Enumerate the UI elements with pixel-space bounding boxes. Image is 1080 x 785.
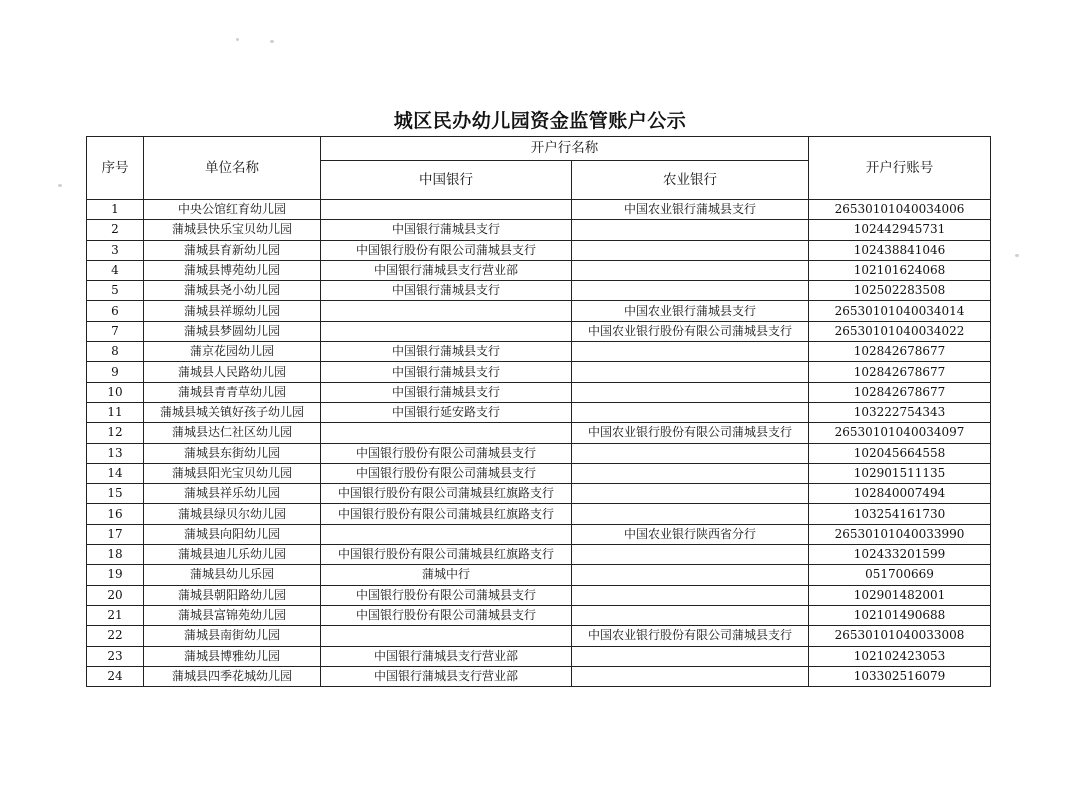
cell-unit-name: 蒲城县幼儿乐园 bbox=[144, 565, 321, 585]
scan-speck bbox=[270, 40, 274, 43]
cell-account-number: 103222754343 bbox=[809, 402, 991, 422]
cell-abc-branch bbox=[572, 605, 809, 625]
cell-account-number: 102438841046 bbox=[809, 240, 991, 260]
table-row bbox=[87, 605, 991, 625]
cell-boc-branch: 中国银行股份有限公司蒲城县支行 bbox=[321, 585, 572, 605]
header-bank-name-group: 开户行名称 bbox=[321, 137, 809, 161]
cell-abc-branch bbox=[572, 382, 809, 402]
cell-seq: 9 bbox=[87, 362, 144, 382]
cell-seq: 6 bbox=[87, 301, 144, 321]
cell-unit-name: 蒲城县绿贝尔幼儿园 bbox=[144, 504, 321, 524]
cell-abc-branch bbox=[572, 646, 809, 666]
table-row bbox=[87, 342, 991, 362]
cell-abc-branch bbox=[572, 220, 809, 240]
table-row bbox=[87, 423, 991, 443]
table-row bbox=[87, 362, 991, 382]
table-row bbox=[87, 524, 991, 544]
table-row bbox=[87, 484, 991, 504]
cell-boc-branch: 中国银行蒲城县支行营业部 bbox=[321, 260, 572, 280]
cell-seq: 18 bbox=[87, 545, 144, 565]
cell-seq: 19 bbox=[87, 565, 144, 585]
cell-boc-branch: 中国银行延安路支行 bbox=[321, 402, 572, 422]
cell-account-number: 26530101040034097 bbox=[809, 423, 991, 443]
table-row bbox=[87, 402, 991, 422]
cell-unit-name: 蒲城县达仁社区幼儿园 bbox=[144, 423, 321, 443]
cell-abc-branch bbox=[572, 260, 809, 280]
page-title: 城区民办幼儿园资金监管账户公示 bbox=[393, 110, 687, 132]
cell-unit-name: 蒲城县快乐宝贝幼儿园 bbox=[144, 220, 321, 240]
header-abc: 农业银行 bbox=[572, 161, 809, 200]
cell-account-number: 102840007494 bbox=[809, 484, 991, 504]
cell-abc-branch bbox=[572, 463, 809, 483]
cell-seq: 16 bbox=[87, 504, 144, 524]
table-row bbox=[87, 504, 991, 524]
cell-account-number: 102433201599 bbox=[809, 545, 991, 565]
cell-unit-name: 蒲城县阳光宝贝幼儿园 bbox=[144, 463, 321, 483]
cell-seq: 24 bbox=[87, 666, 144, 686]
header-boc: 中国银行 bbox=[321, 161, 572, 200]
cell-boc-branch: 蒲城中行 bbox=[321, 565, 572, 585]
cell-seq: 14 bbox=[87, 463, 144, 483]
table-row bbox=[87, 281, 991, 301]
cell-abc-branch bbox=[572, 484, 809, 504]
cell-abc-branch bbox=[572, 281, 809, 301]
cell-unit-name: 蒲城县迪儿乐幼儿园 bbox=[144, 545, 321, 565]
table-row bbox=[87, 443, 991, 463]
header-unit-name: 单位名称 bbox=[144, 137, 321, 200]
cell-seq: 23 bbox=[87, 646, 144, 666]
cell-unit-name: 蒲城县博雅幼儿园 bbox=[144, 646, 321, 666]
table-row bbox=[87, 585, 991, 605]
cell-unit-name: 蒲城县城关镇好孩子幼儿园 bbox=[144, 402, 321, 422]
cell-seq: 21 bbox=[87, 605, 144, 625]
cell-unit-name: 蒲京花园幼儿园 bbox=[144, 342, 321, 362]
cell-unit-name: 蒲城县四季花城幼儿园 bbox=[144, 666, 321, 686]
cell-boc-branch: 中国银行股份有限公司蒲城县支行 bbox=[321, 443, 572, 463]
cell-abc-branch bbox=[572, 504, 809, 524]
cell-account-number: 26530101040033990 bbox=[809, 524, 991, 544]
cell-boc-branch: 中国银行蒲城县支行营业部 bbox=[321, 666, 572, 686]
cell-unit-name: 蒲城县东街幼儿园 bbox=[144, 443, 321, 463]
table-row bbox=[87, 301, 991, 321]
cell-abc-branch: 中国农业银行股份有限公司蒲城县支行 bbox=[572, 321, 809, 341]
cell-unit-name: 蒲城县富锦苑幼儿园 bbox=[144, 605, 321, 625]
scan-speck bbox=[1015, 254, 1019, 257]
cell-abc-branch: 中国农业银行蒲城县支行 bbox=[572, 301, 809, 321]
cell-account-number: 26530101040034014 bbox=[809, 301, 991, 321]
cell-seq: 5 bbox=[87, 281, 144, 301]
cell-unit-name: 蒲城县向阳幼儿园 bbox=[144, 524, 321, 544]
cell-account-number: 102101490688 bbox=[809, 605, 991, 625]
cell-account-number: 102442945731 bbox=[809, 220, 991, 240]
cell-seq: 3 bbox=[87, 240, 144, 260]
cell-unit-name: 蒲城县育新幼儿园 bbox=[144, 240, 321, 260]
cell-account-number: 102842678677 bbox=[809, 382, 991, 402]
cell-seq: 10 bbox=[87, 382, 144, 402]
scan-speck bbox=[58, 184, 62, 187]
table-row bbox=[87, 463, 991, 483]
cell-account-number: 102502283508 bbox=[809, 281, 991, 301]
cell-unit-name: 蒲城县祥塬幼儿园 bbox=[144, 301, 321, 321]
cell-seq: 11 bbox=[87, 402, 144, 422]
cell-unit-name: 蒲城县青青草幼儿园 bbox=[144, 382, 321, 402]
cell-boc-branch: 中国银行股份有限公司蒲城县支行 bbox=[321, 605, 572, 625]
cell-account-number: 26530101040034022 bbox=[809, 321, 991, 341]
table-row bbox=[87, 321, 991, 341]
table-row bbox=[87, 382, 991, 402]
cell-boc-branch: 中国银行股份有限公司蒲城县支行 bbox=[321, 463, 572, 483]
cell-seq: 1 bbox=[87, 200, 144, 220]
cell-unit-name: 蒲城县人民路幼儿园 bbox=[144, 362, 321, 382]
cell-account-number: 102102423053 bbox=[809, 646, 991, 666]
table-row bbox=[87, 626, 991, 646]
cell-abc-branch: 中国农业银行蒲城县支行 bbox=[572, 200, 809, 220]
cell-account-number: 26530101040034006 bbox=[809, 200, 991, 220]
table-row bbox=[87, 646, 991, 666]
cell-account-number: 102045664558 bbox=[809, 443, 991, 463]
cell-account-number: 103254161730 bbox=[809, 504, 991, 524]
cell-boc-branch: 中国银行蒲城县支行营业部 bbox=[321, 646, 572, 666]
header-account-number: 开户行账号 bbox=[809, 137, 991, 200]
table-row bbox=[87, 666, 991, 686]
cell-seq: 12 bbox=[87, 423, 144, 443]
cell-account-number: 102901511135 bbox=[809, 463, 991, 483]
account-table bbox=[86, 136, 991, 687]
cell-boc-branch: 中国银行蒲城县支行 bbox=[321, 281, 572, 301]
cell-seq: 13 bbox=[87, 443, 144, 463]
cell-seq: 2 bbox=[87, 220, 144, 240]
cell-account-number: 102901482001 bbox=[809, 585, 991, 605]
cell-abc-branch bbox=[572, 565, 809, 585]
cell-abc-branch: 中国农业银行股份有限公司蒲城县支行 bbox=[572, 423, 809, 443]
header-seq: 序号 bbox=[87, 137, 144, 200]
cell-account-number: 102101624068 bbox=[809, 260, 991, 280]
cell-unit-name: 蒲城县梦圆幼儿园 bbox=[144, 321, 321, 341]
cell-abc-branch bbox=[572, 666, 809, 686]
table-row bbox=[87, 200, 991, 220]
cell-boc-branch: 中国银行股份有限公司蒲城县支行 bbox=[321, 240, 572, 260]
cell-boc-branch bbox=[321, 626, 572, 646]
cell-boc-branch bbox=[321, 524, 572, 544]
cell-seq: 8 bbox=[87, 342, 144, 362]
cell-account-number: 103302516079 bbox=[809, 666, 991, 686]
cell-abc-branch bbox=[572, 585, 809, 605]
cell-abc-branch bbox=[572, 545, 809, 565]
cell-boc-branch: 中国银行股份有限公司蒲城县红旗路支行 bbox=[321, 484, 572, 504]
cell-boc-branch: 中国银行股份有限公司蒲城县红旗路支行 bbox=[321, 504, 572, 524]
cell-seq: 22 bbox=[87, 626, 144, 646]
cell-abc-branch bbox=[572, 443, 809, 463]
cell-unit-name: 蒲城县朝阳路幼儿园 bbox=[144, 585, 321, 605]
table-row bbox=[87, 220, 991, 240]
cell-unit-name: 蒲城县尧小幼儿园 bbox=[144, 281, 321, 301]
cell-boc-branch: 中国银行蒲城县支行 bbox=[321, 382, 572, 402]
cell-abc-branch: 中国农业银行股份有限公司蒲城县支行 bbox=[572, 626, 809, 646]
cell-boc-branch: 中国银行蒲城县支行 bbox=[321, 342, 572, 362]
cell-unit-name: 蒲城县祥乐幼儿园 bbox=[144, 484, 321, 504]
cell-account-number: 051700669 bbox=[809, 565, 991, 585]
table-row bbox=[87, 545, 991, 565]
cell-unit-name: 蒲城县博苑幼儿园 bbox=[144, 260, 321, 280]
cell-abc-branch bbox=[572, 240, 809, 260]
cell-seq: 4 bbox=[87, 260, 144, 280]
scan-speck bbox=[236, 38, 239, 41]
cell-boc-branch bbox=[321, 301, 572, 321]
cell-abc-branch bbox=[572, 402, 809, 422]
cell-abc-branch bbox=[572, 362, 809, 382]
table-row bbox=[87, 565, 991, 585]
cell-unit-name: 蒲城县南街幼儿园 bbox=[144, 626, 321, 646]
table-row bbox=[87, 240, 991, 260]
cell-seq: 20 bbox=[87, 585, 144, 605]
cell-boc-branch: 中国银行蒲城县支行 bbox=[321, 220, 572, 240]
table-row bbox=[87, 260, 991, 280]
cell-abc-branch bbox=[572, 342, 809, 362]
cell-boc-branch bbox=[321, 423, 572, 443]
cell-account-number: 102842678677 bbox=[809, 362, 991, 382]
cell-seq: 7 bbox=[87, 321, 144, 341]
cell-account-number: 26530101040033008 bbox=[809, 626, 991, 646]
cell-unit-name: 中央公馆红育幼儿园 bbox=[144, 200, 321, 220]
cell-account-number: 102842678677 bbox=[809, 342, 991, 362]
cell-seq: 15 bbox=[87, 484, 144, 504]
cell-boc-branch bbox=[321, 321, 572, 341]
cell-boc-branch bbox=[321, 200, 572, 220]
cell-abc-branch: 中国农业银行陕西省分行 bbox=[572, 524, 809, 544]
cell-boc-branch: 中国银行股份有限公司蒲城县红旗路支行 bbox=[321, 545, 572, 565]
cell-boc-branch: 中国银行蒲城县支行 bbox=[321, 362, 572, 382]
cell-seq: 17 bbox=[87, 524, 144, 544]
